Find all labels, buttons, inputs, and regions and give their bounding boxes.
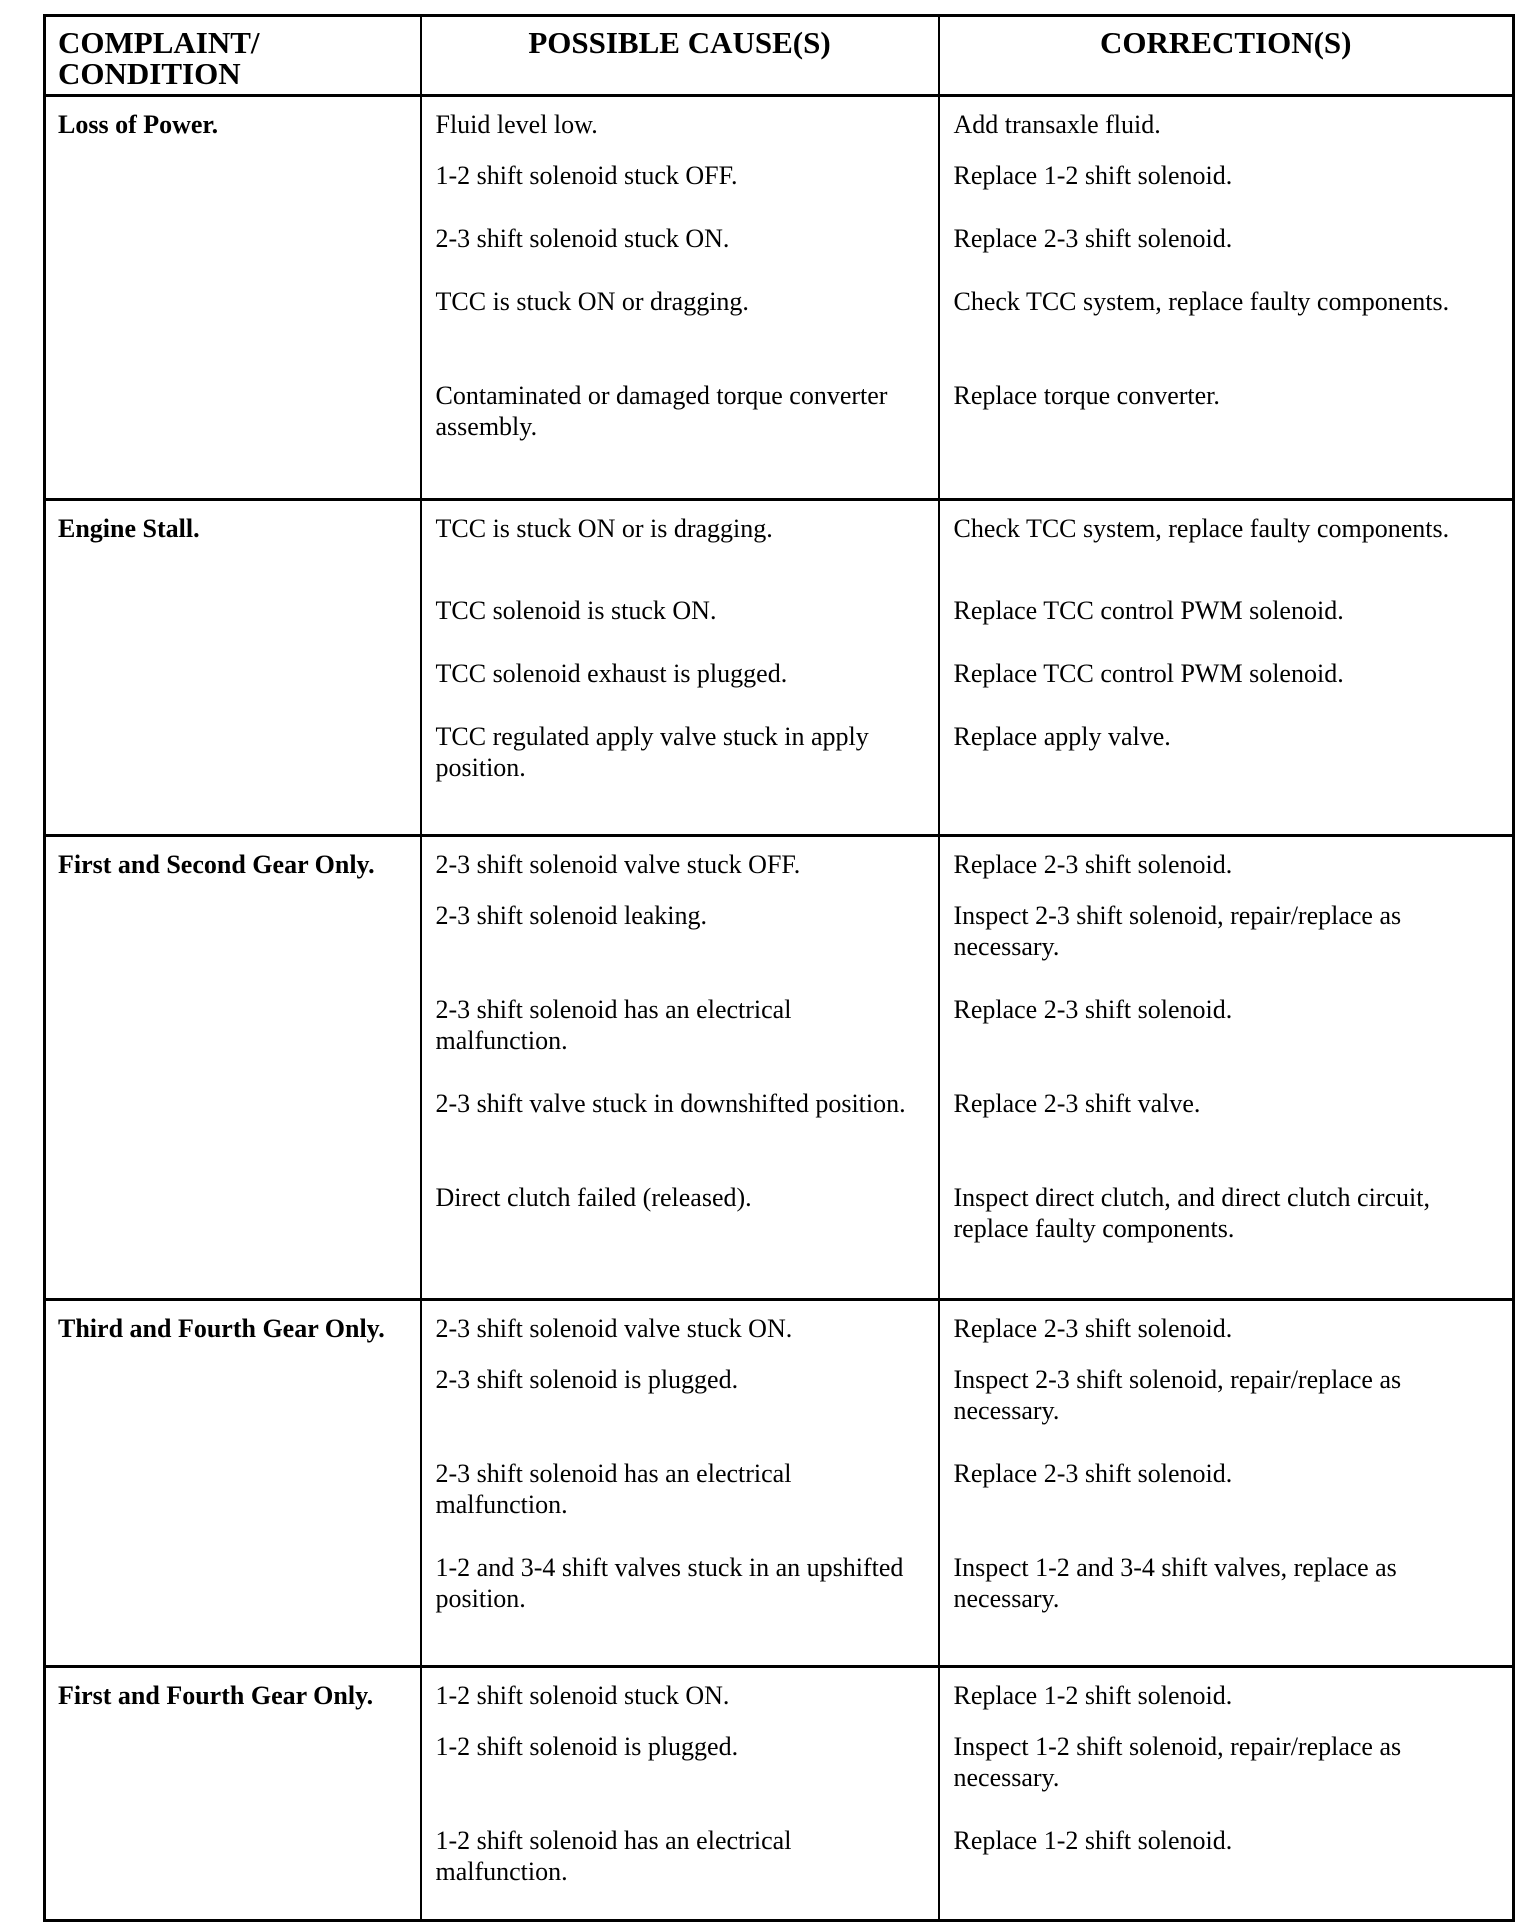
cause-cell: [421, 836, 939, 1300]
table-row: [45, 500, 1514, 836]
cause-entry: 2-3 shift solenoid valve stuck ON.: [435, 1314, 793, 1343]
correction-entry: Check TCC system, replace faulty components.: [953, 287, 1450, 316]
correction-entry: Replace 2-3 shift solenoid.: [953, 995, 1233, 1024]
cause-entry: Fluid level low.: [435, 110, 598, 139]
correction-cell: [939, 96, 1514, 500]
troubleshooting-table-page: [43, 14, 1512, 1922]
condition-cell: [45, 1667, 421, 1921]
correction-entry: Replace 2-3 shift solenoid.: [953, 850, 1233, 879]
header-cause: POSSIBLE CAUSE(S): [421, 16, 939, 96]
correction-entry: Replace TCC control PWM solenoid.: [953, 659, 1344, 688]
cause-entry: TCC solenoid exhaust is plugged.: [435, 659, 788, 688]
table-row: [45, 1667, 1514, 1921]
condition-cell: [45, 96, 421, 500]
table-row: [45, 836, 1514, 1300]
correction-entry: Inspect 1-2 shift solenoid, repair/replace as necessary.: [953, 1732, 1402, 1792]
condition-label: Engine Stall.: [58, 514, 200, 543]
cause-cell: [421, 500, 939, 836]
correction-cell: [939, 500, 1514, 836]
cause-entry: 2-3 shift solenoid has an electrical malfunction.: [435, 1459, 792, 1519]
correction-entry: Replace 1-2 shift solenoid.: [953, 1826, 1233, 1855]
cause-entry: 2-3 shift valve stuck in downshifted position.: [435, 1089, 906, 1118]
cause-entry: 1-2 shift solenoid is plugged.: [435, 1732, 739, 1761]
header-complaint: [45, 16, 421, 96]
cause-entry: 2-3 shift solenoid leaking.: [435, 901, 708, 930]
condition-label: First and Fourth Gear Only.: [58, 1681, 374, 1710]
cause-entry: 1-2 shift solenoid has an electrical malfunction.: [435, 1826, 792, 1886]
table-row: [45, 1300, 1514, 1667]
cause-entry: TCC regulated apply valve stuck in apply position.: [435, 722, 869, 782]
condition-label: Third and Fourth Gear Only.: [58, 1314, 385, 1343]
header-complaint-line2: CONDITION: [58, 56, 241, 91]
cause-entry: 1-2 and 3-4 shift valves stuck in an upshifted position.: [435, 1553, 904, 1613]
cause-entry: TCC is stuck ON or is dragging.: [435, 514, 773, 543]
correction-entry: Inspect 2-3 shift solenoid, repair/replace as necessary.: [953, 901, 1402, 961]
condition-cell: [45, 836, 421, 1300]
correction-entry: Replace 2-3 shift solenoid.: [953, 1459, 1233, 1488]
troubleshooting-table: [43, 14, 1515, 1922]
correction-cell: [939, 1300, 1514, 1667]
condition-cell: [45, 1300, 421, 1667]
correction-entry: Replace 2-3 shift solenoid.: [953, 1314, 1233, 1343]
table-row: [45, 96, 1514, 500]
cause-entry: 1-2 shift solenoid stuck ON.: [435, 1681, 730, 1710]
cause-entry: 2-3 shift solenoid has an electrical malfunction.: [435, 995, 792, 1055]
correction-entry: Inspect 2-3 shift solenoid, repair/replace as necessary.: [953, 1365, 1402, 1425]
correction-entry: Replace torque converter.: [953, 381, 1220, 410]
cause-entry: Contaminated or damaged torque converter assembly.: [435, 381, 888, 441]
correction-entry: Replace 1-2 shift solenoid.: [953, 161, 1233, 190]
correction-entry: Replace 2-3 shift solenoid.: [953, 224, 1233, 253]
cause-entry: Direct clutch failed (released).: [435, 1183, 752, 1212]
cause-entry: TCC solenoid is stuck ON.: [435, 596, 717, 625]
cause-entry: 2-3 shift solenoid valve stuck OFF.: [435, 850, 801, 879]
cause-entry: 2-3 shift solenoid stuck ON.: [435, 224, 730, 253]
cause-entry: 1-2 shift solenoid stuck OFF.: [435, 161, 738, 190]
cause-cell: [421, 96, 939, 500]
correction-entry: Replace TCC control PWM solenoid.: [953, 596, 1344, 625]
condition-label: Loss of Power.: [58, 110, 219, 139]
correction-entry: Replace 1-2 shift solenoid.: [953, 1681, 1233, 1710]
correction-entry: Inspect direct clutch, and direct clutch circuit, replace faulty components.: [953, 1183, 1430, 1243]
header-row: [45, 16, 1514, 96]
correction-cell: [939, 1667, 1514, 1921]
cause-entry: 2-3 shift solenoid is plugged.: [435, 1365, 739, 1394]
correction-entry: Replace 2-3 shift valve.: [953, 1089, 1201, 1118]
header-complaint-line1: COMPLAINT/: [58, 25, 260, 60]
header-correction: CORRECTION(S): [939, 16, 1514, 96]
condition-label: First and Second Gear Only.: [58, 850, 375, 879]
cause-entry: TCC is stuck ON or dragging.: [435, 287, 749, 316]
correction-entry: Check TCC system, replace faulty components.: [953, 514, 1450, 543]
cause-cell: [421, 1300, 939, 1667]
correction-entry: Add transaxle fluid.: [953, 110, 1161, 139]
correction-cell: [939, 836, 1514, 1300]
condition-cell: [45, 500, 421, 836]
cause-cell: [421, 1667, 939, 1921]
correction-entry: Replace apply valve.: [953, 722, 1171, 751]
correction-entry: Inspect 1-2 and 3-4 shift valves, replace as necessary.: [953, 1553, 1397, 1613]
